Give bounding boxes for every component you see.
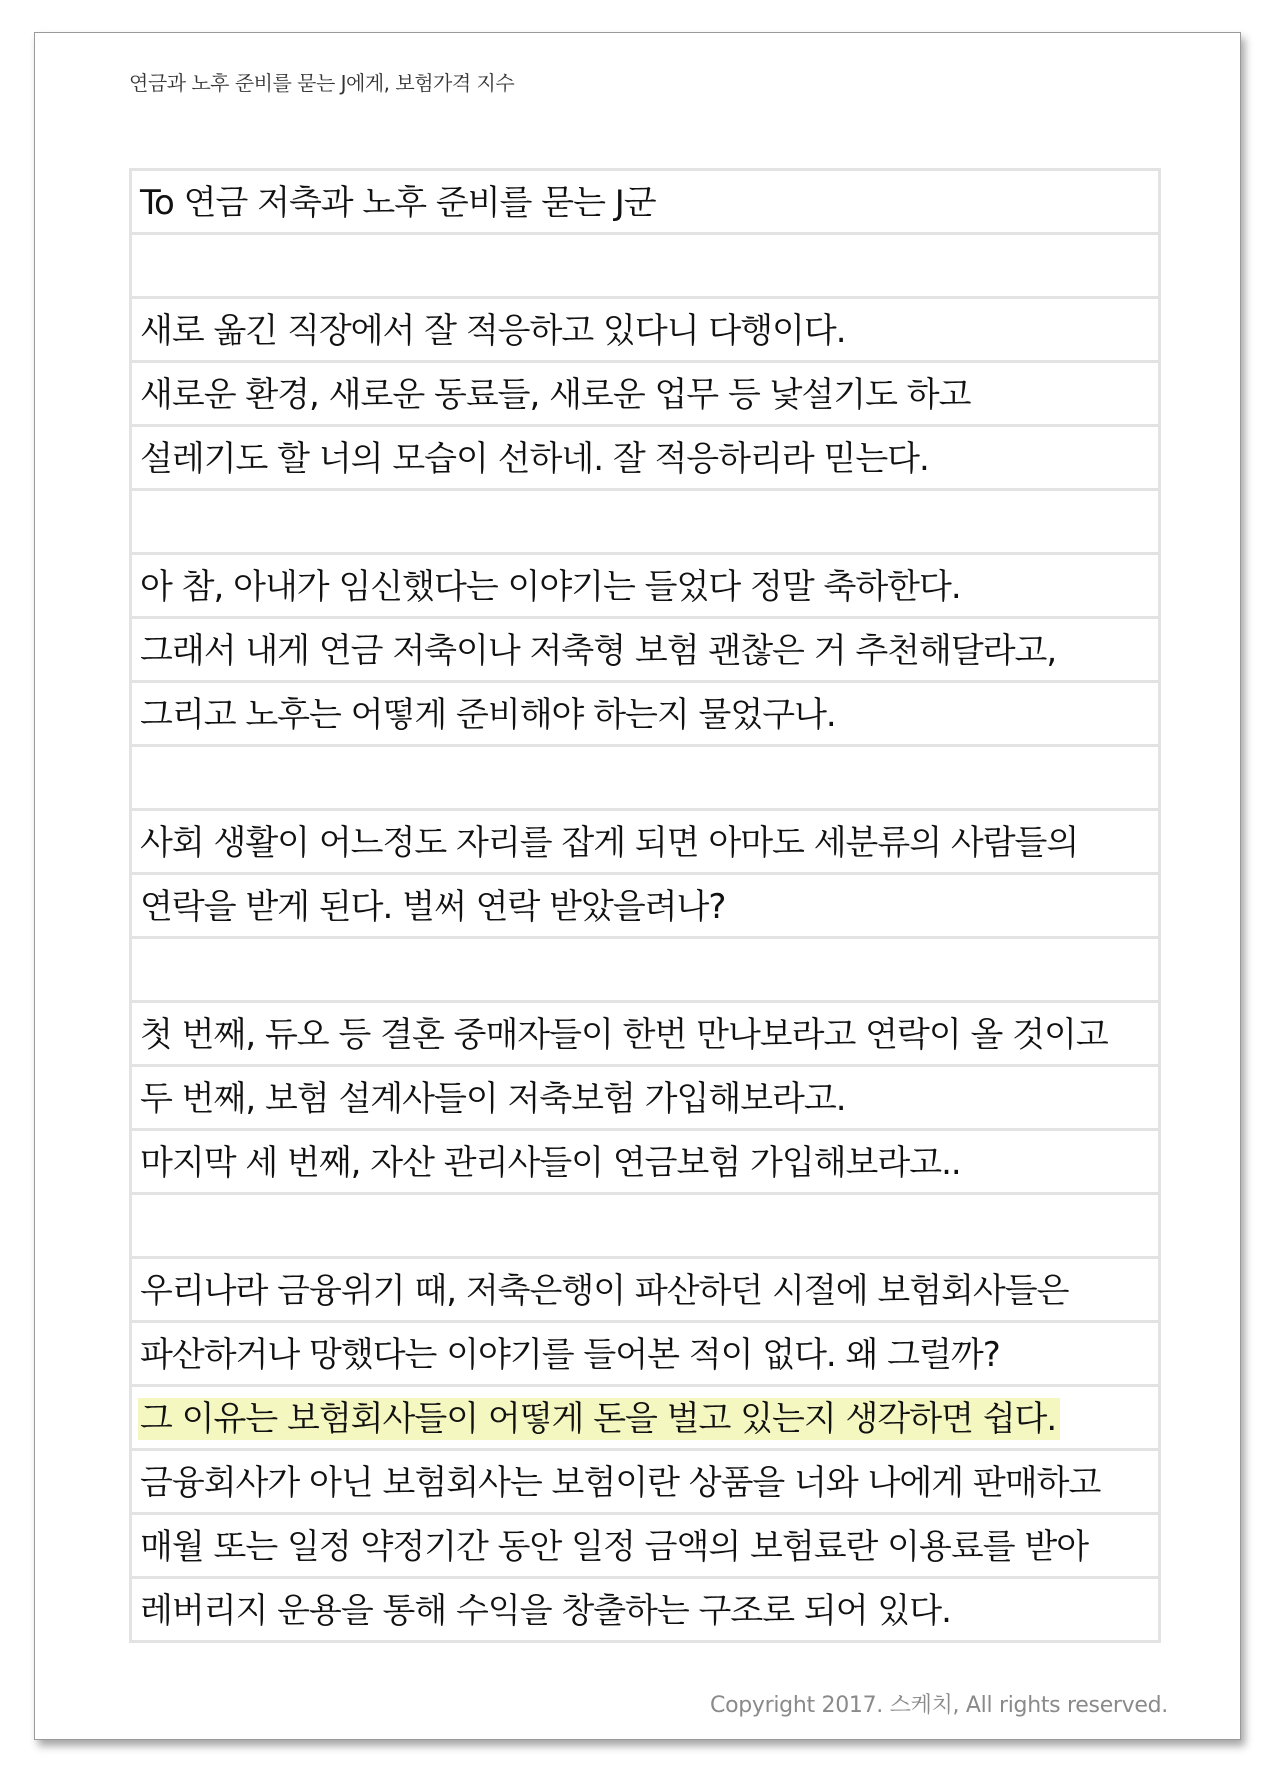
letter-line-text: 파산하거나 망했다는 이야기를 들어본 적이 없다. 왜 그럴까? [140, 1335, 1000, 1375]
letter-line-text: 그래서 내게 연금 저축이나 저축형 보험 괜찮은 거 추천해달라고, [140, 631, 1057, 671]
letter-line-text: 매월 또는 일정 약정기간 동안 일정 금액의 보험료란 이용료를 받아 [140, 1527, 1089, 1567]
letter-line [132, 1131, 1158, 1195]
letter-line-text: 금융회사가 아닌 보험회사는 보험이란 상품을 너와 나에게 판매하고 [140, 1463, 1101, 1503]
letter-line [132, 1003, 1158, 1067]
letter-line [132, 939, 1158, 1003]
letter-line-text: 그리고 노후는 어떻게 준비해야 하는지 물었구나. [140, 695, 836, 735]
letter-line-text: 사회 생활이 어느정도 자리를 잡게 되면 아마도 세분류의 사람들의 [140, 823, 1079, 863]
letter-line-text: 두 번째, 보험 설계사들이 저축보험 가입해보라고. [140, 1079, 846, 1119]
letter-line [132, 747, 1158, 811]
letter-line [132, 1515, 1158, 1579]
letter-body [129, 168, 1161, 1643]
letter-line [132, 683, 1158, 747]
letter-line [132, 875, 1158, 939]
letter-line-text: 새로운 환경, 새로운 동료들, 새로운 업무 등 낯설기도 하고 [140, 375, 971, 415]
letter-line [132, 1451, 1158, 1515]
document-page [34, 32, 1241, 1740]
letter-line-text: 마지막 세 번째, 자산 관리사들이 연금보험 가입해보라고.. [140, 1143, 961, 1183]
letter-line [132, 235, 1158, 299]
letter-line [132, 555, 1158, 619]
letter-line-text: 설레기도 할 너의 모습이 선하네. 잘 적응하리라 믿는다. [140, 439, 929, 479]
letter-line-text: 레버리지 운용을 통해 수익을 창출하는 구조로 되어 있다. [140, 1591, 951, 1631]
letter-line-text: To 연금 저축과 노후 준비를 묻는 J군 [140, 183, 656, 223]
letter-line [132, 1259, 1158, 1323]
letter-line-text: 연락을 받게 된다. 벌써 연락 받았을려나? [140, 887, 726, 927]
letter-line-text: 아 참, 아내가 임신했다는 이야기는 들었다 정말 축하한다. [140, 567, 961, 607]
letter-line-text: 우리나라 금융위기 때, 저축은행이 파산하던 시절에 보험회사들은 [140, 1271, 1069, 1311]
highlighted-sentence: 그 이유는 보험회사들이 어떻게 돈을 벌고 있는지 생각하면 쉽다. [138, 1398, 1060, 1440]
letter-line [132, 363, 1158, 427]
letter-line-text: 새로 옮긴 직장에서 잘 적응하고 있다니 다행이다. [140, 311, 846, 351]
copyright-notice: Copyright 2017. 스케치, All rights reserved. [710, 1693, 1168, 1718]
letter-line [132, 619, 1158, 683]
letter-line-text: 첫 번째, 듀오 등 결혼 중매자들이 한번 만나보라고 연락이 올 것이고 [140, 1015, 1108, 1055]
letter-line [132, 491, 1158, 555]
letter-line-highlighted [132, 1387, 1158, 1451]
letter-line [132, 811, 1158, 875]
letter-line [132, 1579, 1158, 1643]
letter-line [132, 299, 1158, 363]
running-header: 연금과 노후 준비를 묻는 J에게, 보험가격 지수 [129, 71, 515, 95]
letter-line [132, 1067, 1158, 1131]
letter-line [132, 427, 1158, 491]
letter-line [132, 171, 1158, 235]
letter-line [132, 1323, 1158, 1387]
letter-line [132, 1195, 1158, 1259]
